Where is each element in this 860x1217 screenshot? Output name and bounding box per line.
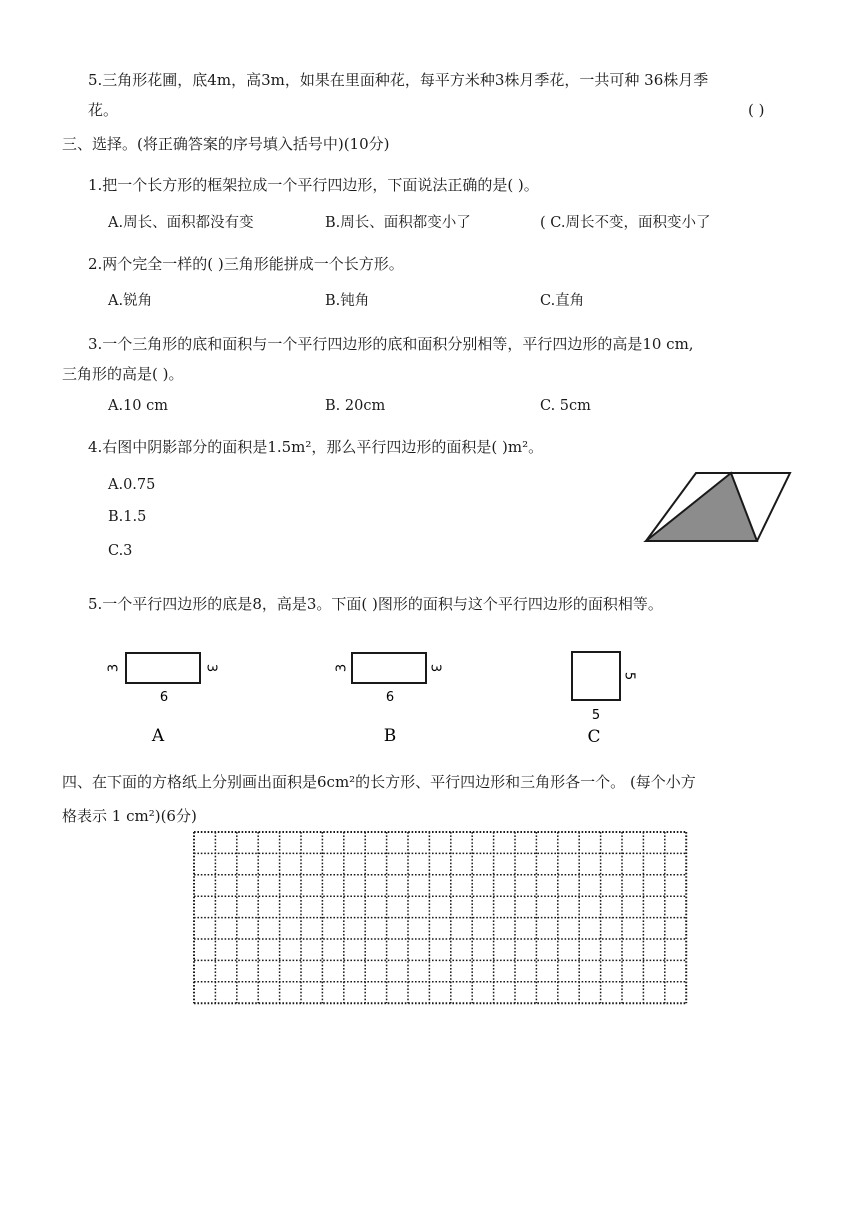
q4-option-c: C.3 (108, 543, 133, 559)
q5-shape-c-letter: C (587, 727, 601, 747)
q1-option-b: B.周长、面积都变小了 (325, 215, 471, 231)
q4-parallelogram-figure (640, 466, 796, 546)
q2-option-b: B.钝角 (325, 293, 370, 309)
q4-option-a: A.0.75 (108, 477, 156, 493)
q5-shape-a-rectangle (126, 653, 200, 683)
q2-question: 2.两个完全一样的( )三角形能拼成一个长方形。 (88, 255, 404, 273)
q2-option-c: C.直角 (540, 293, 585, 309)
q3-question-line1: 3.一个三角形的底和面积与一个平行四边形的底和面积分别相等，平行四边形的高是10 cm, (88, 335, 694, 353)
q4-option-b: B.1.5 (108, 509, 147, 525)
q5-shape-a-letter: A (151, 726, 165, 746)
q5-shape-c-bottom-label: 5 (591, 708, 601, 723)
q5-shape-b-left-label: 3 (334, 663, 350, 673)
q3-question-line2: 三角形的高是( )。 (62, 365, 184, 383)
q5-question: 5.一个平行四边形的底是8，高是3。下面( )图形的面积与这个平行四边形的面积相等。 (88, 595, 663, 613)
graph-paper-grid[interactable] (192, 830, 688, 1012)
q5-carryover-answer-paren: ( ) (748, 101, 765, 119)
section4-heading-line2: 格表示 1 cm²)(6分) (62, 807, 197, 825)
q3-option-c: C. 5cm (540, 398, 591, 414)
q1-option-a: A.周长、面积都没有变 (108, 215, 254, 231)
q5-shape-b (325, 640, 455, 750)
q5-shape-b-letter: B (383, 726, 397, 746)
q5-shape-a-bottom-label: 6 (159, 690, 169, 705)
q5-carryover-line1: 5.三角形花圃，底4m，高3m，如果在里面种花，每平方米种3株月季花，一共可种 36株月季 (88, 71, 709, 89)
section4-heading-line1: 四、在下面的方格纸上分别画出面积是6cm²的长方形、平行四边形和三角形各一个。 (每个小方 (62, 773, 696, 791)
q4-shaded-triangle (646, 473, 757, 541)
q5-shape-b-right-label: 3 (427, 663, 443, 673)
q3-option-b: B. 20cm (325, 398, 386, 414)
q5-carryover-line2: 花。 (88, 101, 119, 119)
q2-option-a: A.锐角 (108, 293, 153, 309)
section3-heading: 三、选择。(将正确答案的序号填入括号中)(10分) (62, 135, 390, 153)
q5-shape-b-rectangle (352, 653, 426, 683)
q5-shape-a-right-label: 3 (203, 663, 219, 673)
q3-option-a: A.10 cm (108, 398, 169, 414)
q5-shape-c-right-label: 5 (621, 671, 637, 681)
q1-option-c: ( C.周长不变，面积变小了 (540, 215, 711, 231)
q1-question: 1.把一个长方形的框架拉成一个平行四边形，下面说法正确的是( )。 (88, 176, 539, 194)
q5-shape-a (100, 640, 230, 750)
q5-shape-a-left-label: 3 (106, 663, 122, 673)
q5-shape-c (555, 640, 665, 750)
q5-shape-b-bottom-label: 6 (385, 690, 395, 705)
q5-shape-c-square (572, 652, 620, 700)
q4-question: 4.右图中阴影部分的面积是1.5m²，那么平行四边形的面积是( )m²。 (88, 438, 544, 456)
